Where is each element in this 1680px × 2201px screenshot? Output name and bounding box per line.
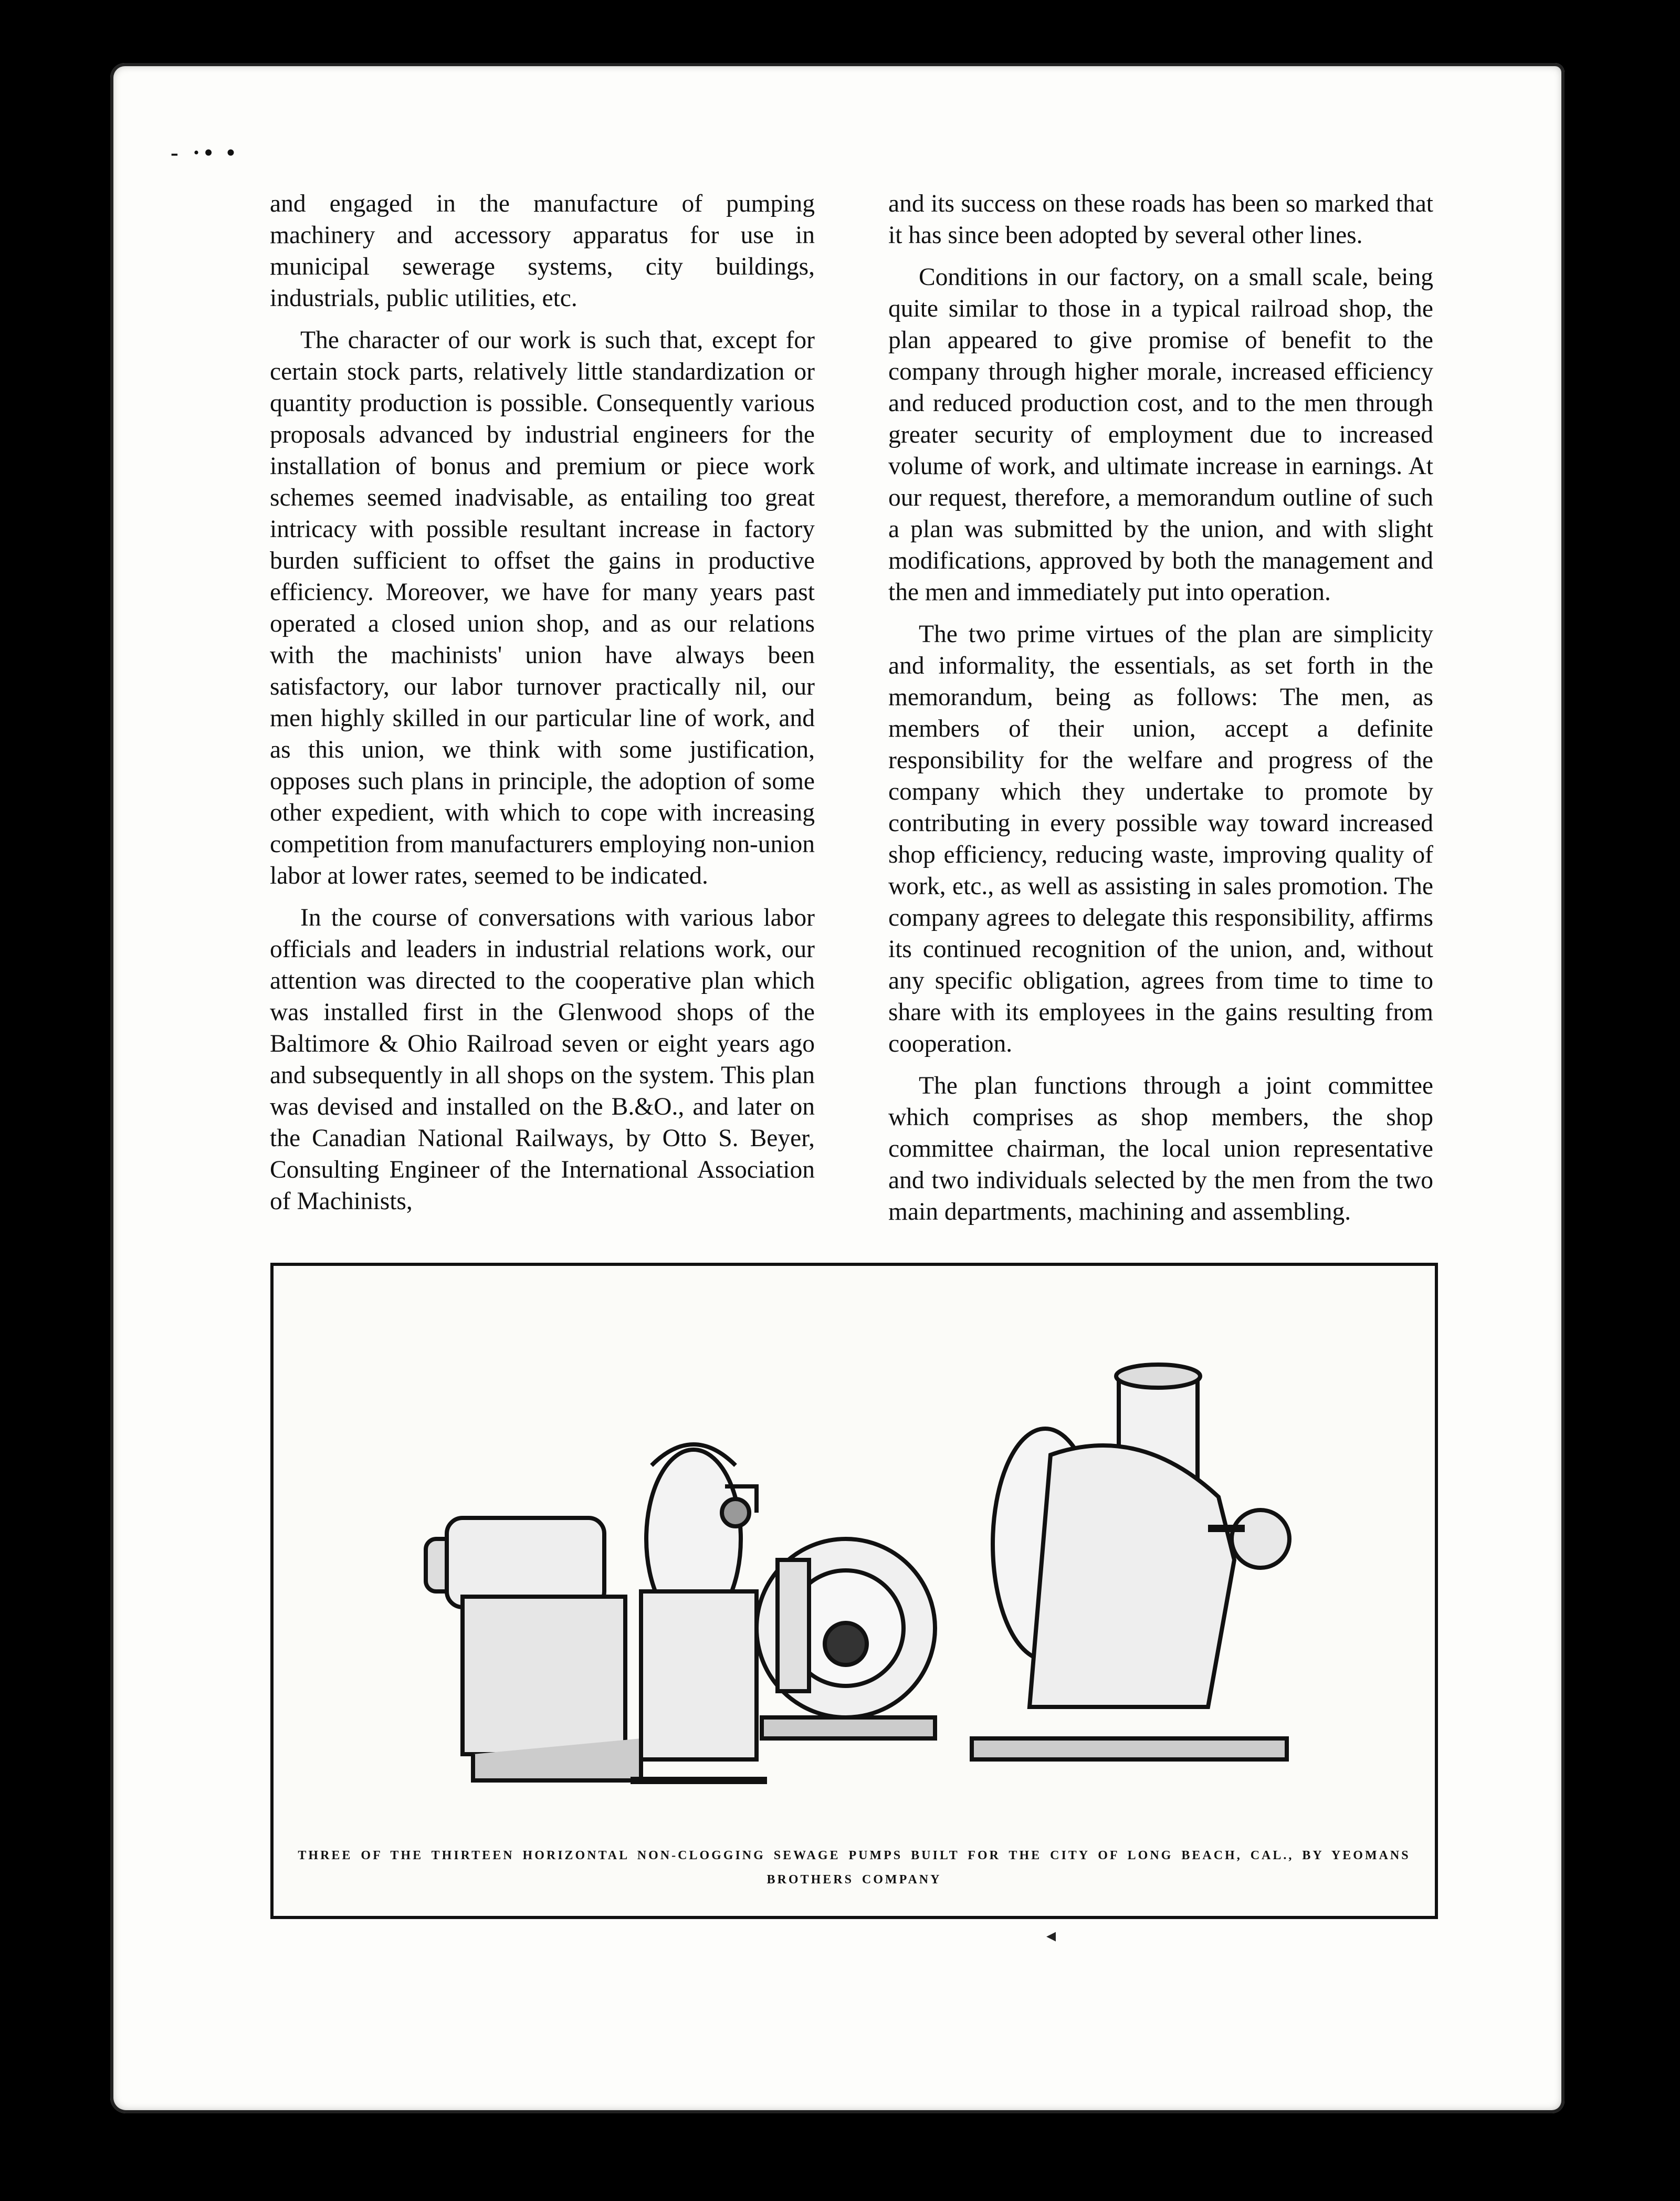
pump-figure bbox=[270, 1263, 1438, 1919]
middle-pump bbox=[757, 1539, 935, 1738]
pumps-illustration bbox=[274, 1266, 1435, 1916]
right-pump bbox=[972, 1365, 1289, 1759]
figure-caption: THREE OF THE THIRTEEN HORIZONTAL NON-CLOGGING SEWAGE PUMPS BUILT FOR THE CITY OF LONG BEACH, CAL., BY YEOMANS BROTHERS COMPANY bbox=[298, 1849, 1411, 1886]
page-mark: ◂ bbox=[1046, 1925, 1056, 1946]
margin-mark: - ·• • bbox=[171, 140, 239, 165]
left-paragraph-1: and engaged in the manufacture of pumping machinery and accessory apparatus for use in municipal sewerage systems, city buildings, industrials, public utilities, etc. bbox=[270, 190, 815, 312]
left-column bbox=[270, 188, 815, 1228]
left-paragraph-3: In the course of conversations with various labor officials and leaders in industrial relations work, our attention was directed to the cooperative plan which was installed first in the Glenwood shops of the Baltimore & Ohio Railroad seven or eight years ago and subsequently in all shops on the system. This plan was devised and installed on the B.&O., and later on the Canadian National Railways, by Otto S. Beyer, Consulting Engineer of the International Association of Machinists, bbox=[270, 904, 815, 1215]
right-paragraph-2: Conditions in our factory, on a small scale, being quite similar to those in a typical railroad shop, the plan appeared to give promise of benefit to the company through higher morale, increased efficiency and reduced production cost, and to the men through greater security of employment due to increased volume of work, and ultimate increase in earnings. At our request, therefore, a memorandum outline of such a plan was submitted by the union, and with slight modifications, approved by both the management and the men and immediately put into operation. bbox=[888, 264, 1433, 606]
right-paragraph-3: The two prime virtues of the plan are simplicity and informality, the essentials, as set forth in the memorandum, being as follows: The men, as members of their union, accept a definite responsibility for the welfare and progress of the company which they undertake to promote by contributing in every possible way toward increased shop efficiency, reducing waste, improving quality of work, etc., as well as assisting in sales promotion. The company agrees to delegate this responsibility, affirms its continued recognition of the union, and, without any specific obligation, agrees from time to time to share with its employees in the gains resulting from cooperation. bbox=[888, 621, 1433, 1057]
left-pump bbox=[426, 1444, 767, 1780]
left-paragraph-2: The character of our work is such that, except for certain stock parts, relatively little standardization or quantity production is possible. Consequently various proposals advanced by industrial engineers for the installation of bonus and premium or piece work schemes seemed inadvisable, as entailing too great intricacy with possible resultant increase in factory burden sufficient to offset the gains in productive efficiency. Moreover, we have for many years past operated a closed union shop, and as our relations with the machinists' union have always been satisfactory, our labor turnover practically nil, our men highly skilled in our particular line of work, and as this union, we think with some justification, opposes such plans in principle, the adoption of some other expedient, with which to cope with increasing competition from manufacturers employing non-union labor at lower rates, seemed to be indicated. bbox=[270, 327, 815, 889]
document-page bbox=[110, 63, 1564, 2113]
right-column bbox=[888, 188, 1433, 1238]
right-paragraph-4: The plan functions through a joint committee which comprises as shop members, the shop committee chairman, the local union representative and two individuals selected by the men from the two main departments, machining and assembling. bbox=[888, 1072, 1433, 1225]
right-paragraph-1: and its success on these roads has been so marked that it has since been adopted by several other lines. bbox=[888, 190, 1433, 249]
